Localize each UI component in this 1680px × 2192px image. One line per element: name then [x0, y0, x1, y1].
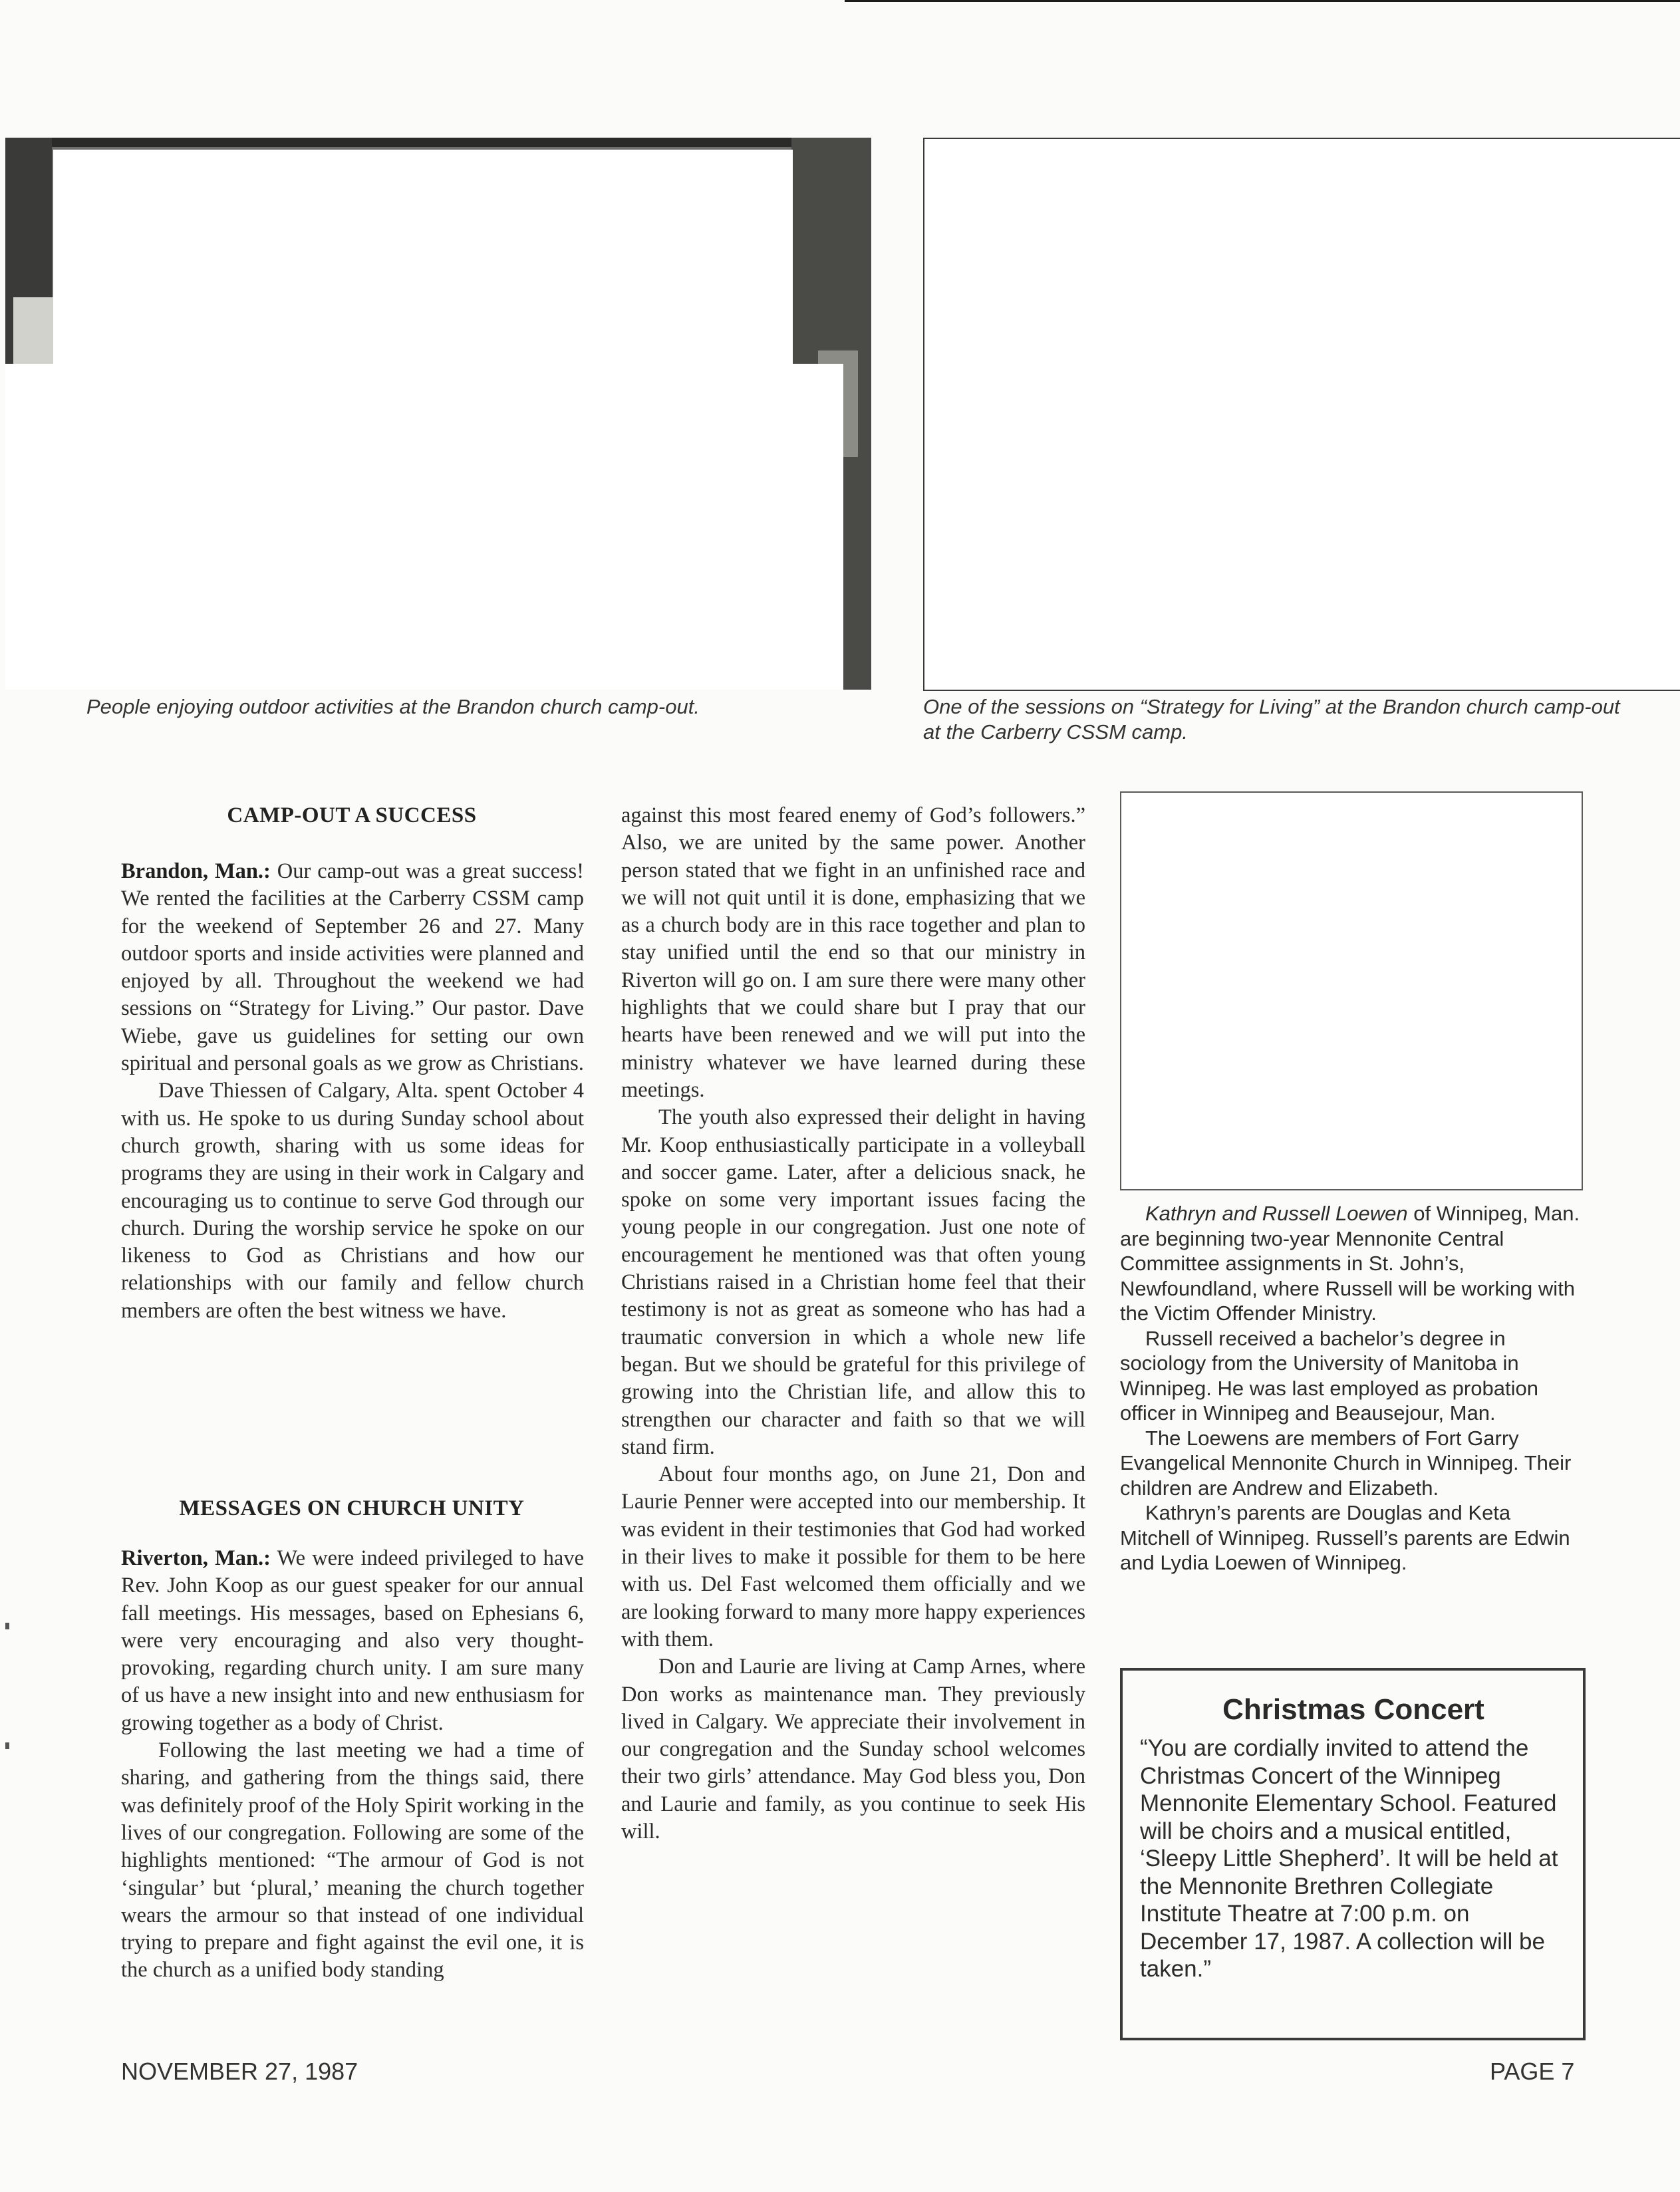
article-heading-church-unity: MESSAGES ON CHURCH UNITY — [179, 1496, 525, 1520]
christmas-concert-box — [1120, 1668, 1586, 2040]
article-heading-camp-out: CAMP-OUT A SUCCESS — [227, 803, 477, 827]
scan-mark — [5, 1742, 9, 1749]
photo-edge-top — [5, 138, 871, 147]
photo-loewens — [1120, 791, 1583, 1190]
photo-session-caption: One of the sessions on “Strategy for Living” at the Brandon church camp-out at the Carberry CSSM camp. — [923, 695, 1620, 744]
article-paragraph: Following the last meeting we had a time of sharing, and gathering from the things said, there was definitely proof of the Holy Spirit working in the lives of our congregation. Following are some of the highlights mentioned: “The armour of God is not ‘singular’ but ‘plural,’ meaning the church together wears the armour so that instead of one individual trying to prepare and fight against the evil one, it is the church as a unified body standing — [121, 1738, 584, 1983]
concert-body: “You are cordially invited to attend the Christmas Concert of the Winnipeg Mennonite Elementary School. Featured will be choirs and a musical entitled, ‘Sleepy Little Shepherd’. It will be held at the Mennonite Brethren Collegiate Institute Theatre at 7:00 p.m. on December 17, 1987. A collection will be taken.” — [1140, 1735, 1558, 1982]
article-paragraph: About four months ago, on June 21, Don and Laurie Penner were accepted into our membership. It was evident in their testimonies that God had worked in their lives to make it possible for them to be here with us. Del Fast welcomed them officially and we are looking forward to many more happy experiences with them. — [621, 1462, 1085, 1651]
article-paragraph: against this most feared enemy of God’s followers.” Also, we are united by the same power. Another person stated that we fight in an unfinished race and we will not quit until it is done, emphasizing that we as a church body are in this race together and plan to stay unified until the end so that our ministry in Riverton will go on. I am sure there were many other highlights that we could share but I pray that our hearts have been renewed and we will put into the ministry whatever we have learned during these meetings. — [621, 803, 1085, 1102]
photo-redacted-area-lower — [5, 364, 843, 690]
article-church-unity-continued — [621, 802, 1085, 1846]
announcement-paragraph: The Loewens are members of Fort Garry Evangelical Mennonite Church in Winnipeg. Their children are Andrew and Elizabeth. — [1120, 1426, 1572, 1500]
concert-title: Christmas Concert — [1222, 1693, 1484, 1726]
dateline: Riverton, Man.: — [121, 1546, 271, 1570]
article-paragraph — [121, 858, 584, 1077]
dateline: Brandon, Man.: — [121, 859, 271, 883]
loewen-announcement — [1120, 1201, 1583, 1576]
photo-strategy-session — [923, 138, 1680, 691]
announcement-paragraph: Russell received a bachelor’s degree in sociology from the University of Manitoba in Winnipeg. He was last employed as probation officer in Winnipeg and Beausejour, Man. — [1120, 1326, 1538, 1425]
announcement-paragraph — [1120, 1201, 1583, 1326]
scan-mark — [5, 1623, 9, 1629]
article-paragraph: Don and Laurie are living at Camp Arnes, where Don works as maintenance man. They previously lived in Calgary. We appreciate their involvement in our congregation and the Sunday school welcomes their two girls’ attendance. May God bless you, Don and Laurie and family, as you continue to seek His will. — [621, 1655, 1085, 1844]
photo-outdoor-caption: People enjoying outdoor activities at the Brandon church camp-out. — [86, 695, 700, 718]
issue-date: NOVEMBER 27, 1987 — [121, 2058, 358, 2085]
paragraph-text: We were indeed privileged to have Rev. John Koop as our guest speaker for our annual fall meetings. His messages, based on Ephesians 6, were very encouraging and also very thought-provoking, regarding church unity. I am sure many of us have a new insight into and new enthusiasm for growing together as a body of Christ. — [121, 1546, 584, 1735]
article-paragraph — [121, 1545, 584, 1737]
top-rule — [845, 0, 1680, 2]
article-paragraph: The youth also expressed their delight in having Mr. Koop enthusiastically participate in a volleyball and soccer game. Later, after a delicious snack, he spoke on some very important issues facing the young people in our congregation. Just one note of encouragement he mentioned was that often young Christians raised in a Christian home feel that their testimony is not as great as someone who has had a traumatic conversion in which a whole new life began. But we should be grateful for this privilege of growing into the Christian life, and allow this to strengthen our character and faith so that we will stand firm. — [621, 1105, 1085, 1459]
article-camp-out-body — [121, 858, 584, 1325]
article-church-unity-body — [121, 1545, 584, 1985]
announcement-paragraph: Kathryn’s parents are Douglas and Keta Mitchell of Winnipeg. Russell’s parents are Edwin and Lydia Loewen of Winnipeg. — [1120, 1501, 1570, 1574]
paragraph-text: of Winnipeg, Man. are beginning two-year Mennonite Central Committee assignments in St. John’s, Newfoundland, where Russell will be working with the Victim Offender Ministry. — [1120, 1202, 1580, 1325]
photo-outdoor-activities — [5, 138, 871, 690]
announcement-names: Kathryn and Russell Loewen — [1145, 1202, 1408, 1225]
paragraph-text: Our camp-out was a great success! We rented the facilities at the Carberry CSSM camp for the weekend of September 26 and 27. Many outdoor sports and inside activities were planned and enjoyed by all. Throughout the weekend we had sessions on “Strategy for Living.” Our pastor. Dave Wiebe, gave us guidelines for setting our own spiritual and personal goals as we grow as Christians. — [121, 859, 584, 1076]
page-number: PAGE 7 — [1490, 2058, 1575, 2085]
article-paragraph: Dave Thiessen of Calgary, Alta. spent October 4 with us. He spoke to us during Sunday school about church growth, sharing with us some ideas for programs they are using in their work in Calgary and encouraging us to continue to serve God through our church. During the worship service he spoke on our likeness to God as Christians and how our relationships with our family and fellow church members are often the best witness we have. — [121, 1079, 584, 1323]
